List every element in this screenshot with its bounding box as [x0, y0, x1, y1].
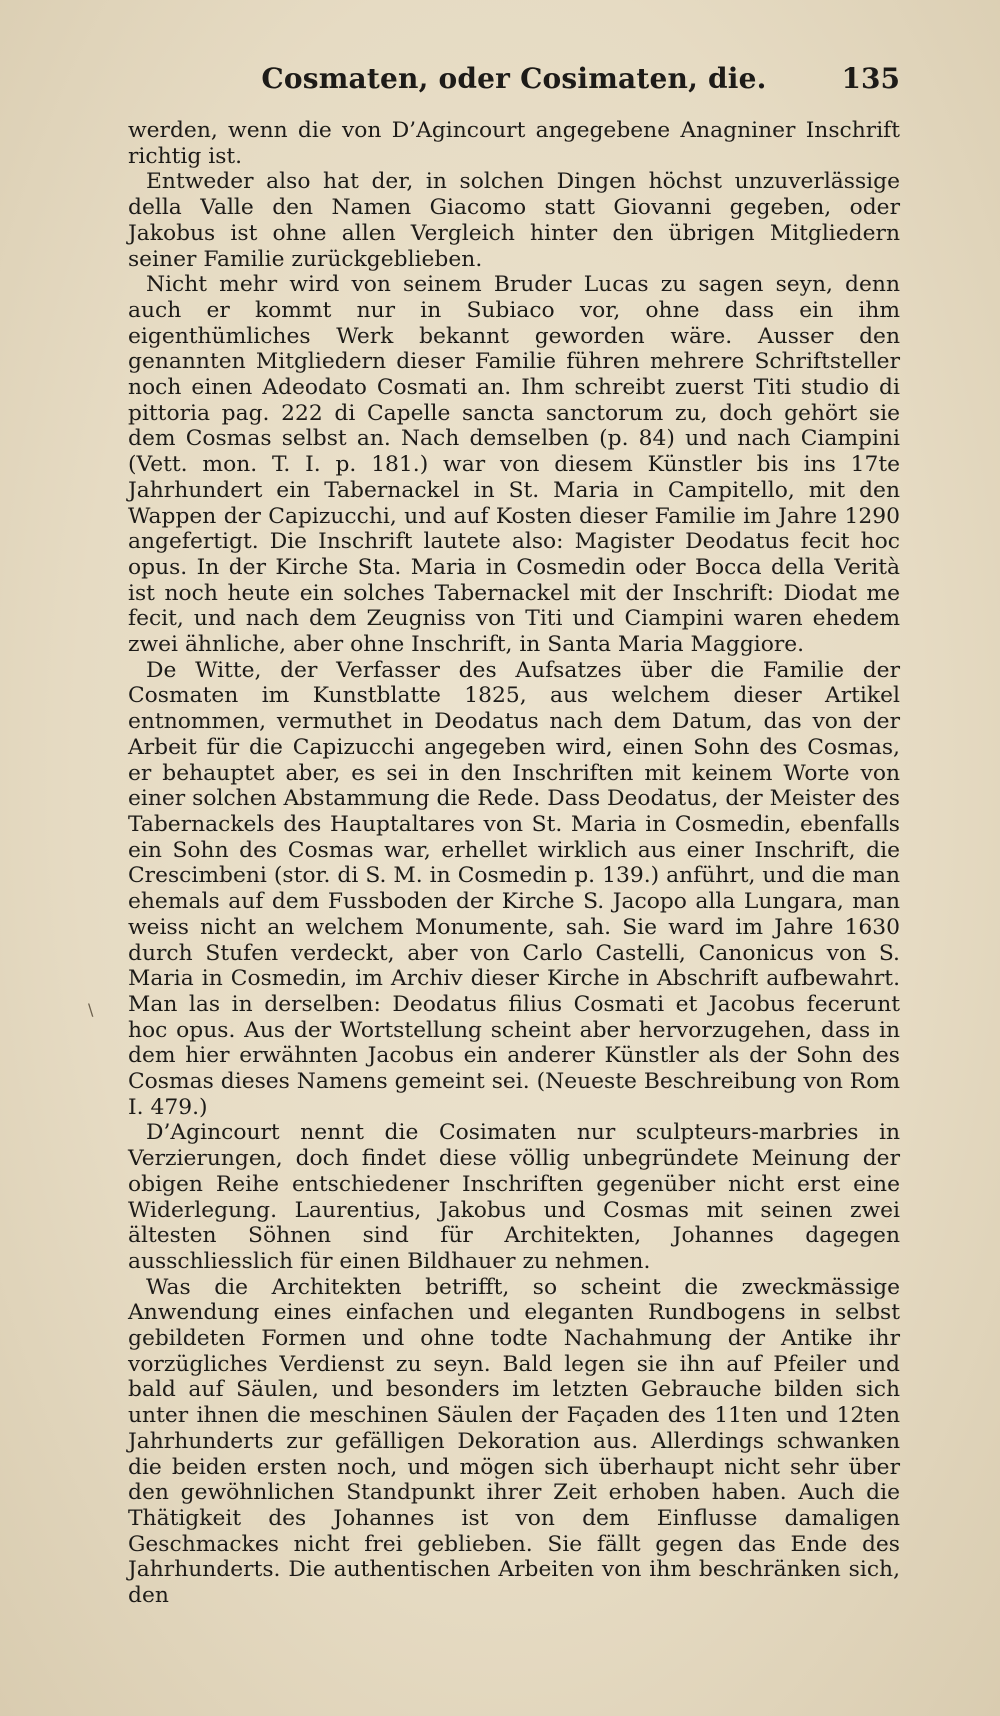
page-header — [128, 60, 900, 104]
paragraph-4: De Witte, der Verfasser des Aufsatzes über die Familie der Cosmaten im Kunstblatte 1825, aus welchem dieser Artikel entnommen, vermuthet in Deodatus nach dem Datum, das von der Arbeit für die Capizucchi angegeben wird, einen Sohn des Cosmas, er behauptet aber, es sei in den Inschriften mit keinem Worte von einer solchen Abstammung die Rede. Dass Deodatus, der Meister des Tabernackels des Hauptaltares von St. Maria in Cosmedin, ebenfalls ein Sohn des Cosmas war, erhellet wirklich aus einer Inschrift, die Crescimbeni (stor. di S. M. in Cosmedin p. 139.) anführt, und die man ehemals auf dem Fussboden der Kirche S. Jacopo alla Lungara, man weiss nicht an welchem Monumente, sah. Sie ward im Jahre 1630 durch Stufen verdeckt, aber von Carlo Castelli, Canonicus von S. Maria in Cosmedin, im Archiv dieser Kirche in Abschrift aufbewahrt. Man las in derselben: Deodatus filius Cosmati et Jacobus fecerunt hoc opus. Aus der Wortstellung scheint aber hervorzugehen, dass in dem hier erwähnten Jacobus ein anderer Künstler als der Sohn des Cosmas dieses Namens gemeint sei. (Neueste Beschreibung von Rom I. 479.) — [128, 657, 900, 1120]
page-number: 135 — [841, 62, 900, 95]
margin-mark-icon: \ — [88, 1000, 94, 1019]
paragraph-2: Entweder also hat der, in solchen Dingen höchst unzuverlässige della Valle den Namen Giacomo statt Giovanni gegeben, oder Jakobus ist ohne allen Vergleich hinter den übrigen Mitgliedern seiner Familie zurückgeblieben. — [128, 169, 900, 272]
body-text — [128, 118, 900, 1609]
paragraph-3: Nicht mehr wird von seinem Bruder Lucas zu sagen seyn, denn auch er kommt nur in Subiaco vor, ohne dass ein ihm eigenthümliches Werk bekannt geworden wäre. Ausser den genannten Mitgliedern dieser Familie führen mehrere Schriftsteller noch einen Adeodato Cosmati an. Ihm schreibt zuerst Titi studio di pittoria pag. 222 di Capelle sancta sanctorum zu, doch gehört sie dem Cosmas selbst an. Nach demselben (p. 84) und nach Ciampini (Vett. mon. T. I. p. 181.) war von diesem Künstler bis ins 17te Jahrhundert ein Tabernackel in St. Maria in Campitello, mit den Wappen der Capizucchi, und auf Kosten dieser Familie im Jahre 1290 angefertigt. Die Inschrift lautete also: Magister Deodatus fecit hoc opus. In der Kirche Sta. Maria in Cosmedin oder Bocca della Verità ist noch heute ein solches Tabernackel mit der Inschrift: Diodat me fecit, und nach dem Zeugniss von Titi und Ciampini waren ehedem zwei ähnliche, aber ohne Inschrift, in Santa Maria Maggiore. — [128, 272, 900, 658]
running-title: Cosmaten, oder Cosimaten, die. — [261, 62, 767, 95]
paragraph-1: werden, wenn die von D’Agincourt angegebene Anagniner Inschrift richtig ist. — [128, 118, 900, 169]
paragraph-5: D’Agincourt nennt die Cosimaten nur sculpteurs-marbries in Verzierungen, doch findet diese völlig unbegründete Meinung der obigen Reihe entschiedener Inschriften gegenüber nicht erst eine Widerlegung. Laurentius, Jakobus und Cosmas mit seinen zwei ältesten Söhnen sind für Architekten, Johannes dagegen ausschliesslich für einen Bildhauer zu nehmen. — [128, 1120, 900, 1274]
paragraph-6: Was die Architekten betrifft, so scheint die zweckmässige Anwendung eines einfachen und eleganten Rundbogens in selbst gebildeten Formen und ohne todte Nachahmung der Antike ihr vorzügliches Verdienst zu seyn. Bald legen sie ihn auf Pfeiler und bald auf Säulen, und besonders im letzten Gebrauche bilden sich unter ihnen die meschinen Säulen der Façaden des 11ten und 12ten Jahrhunderts zur gefälligen Dekoration aus. Allerdings schwanken die beiden ersten noch, und mögen sich überhaupt nicht sehr über den gewöhnlichen Standpunkt ihrer Zeit erhoben haben. Auch die Thätigkeit des Johannes ist von dem Einflusse damaligen Geschmackes nicht frei geblieben. Sie fällt gegen das Ende des Jahrhunderts. Die authentischen Arbeiten von ihm beschränken sich, den — [128, 1274, 900, 1609]
